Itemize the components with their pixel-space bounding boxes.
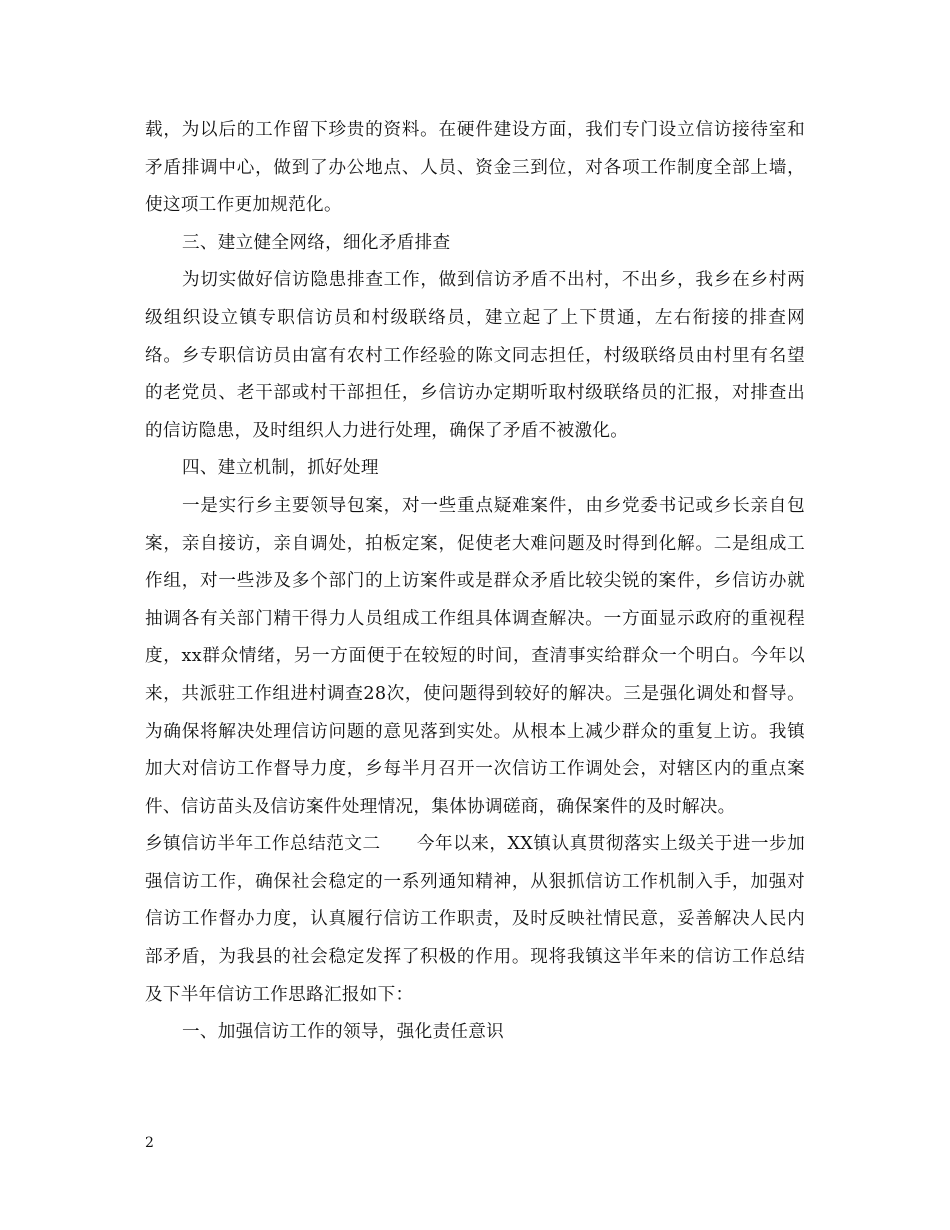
heading-section-four: 四、建立机制，抓好处理 [181,458,379,479]
page-number: 2 [145,1135,154,1151]
paragraph-sample-two-intro: 乡镇信访半年工作总结范文二 今年以来，XX镇认真贯彻落实上级关于进一步加强信访工作，确保社会稳定的一系列通知精神，从狠抓信访工作机制入手，加强对信访工作督办力度，认真履行信访工作职责，及时反映社情民意，妥善解决人民内部矛盾，为我县的社会稳定发挥了积极的作用。现将我镇这半年来的信访工作总结及下半年信访工作思路汇报如下： [145,834,805,1005]
paragraph-mechanism-handling: 一是实行乡主要领导包案，对一些重点疑难案件，由乡党委书记或乡长亲自包案，亲自接访，亲自调处，拍板定案，促使老大难问题及时得到化解。二是组成工作组，对一些涉及多个部门的上访案件或是群众矛盾比较尖锐的案件，乡信访办就抽调各有关部门精干得力人员组成工作组具体调查解决。一方面显示政府的重视程度，xx群众情绪，另一方面便于在较短的时间，查清事实给群众一个明白。今年以来，共派驻工作组进村调查28次，使问题得到较好的解决。三是强化调处和督导。为确保将解决处理信访问题的意见落到实处。从根本上减少群众的重复上访。我镇加大对信访工作督导力度，乡每半月召开一次信访工作调处会，对辖区内的重点案件、信访苗头及信访案件处理情况，集体协调磋商，确保案件的及时解决。 [145,495,805,817]
document-body [145,112,805,1052]
heading-section-three: 三、建立健全网络，细化矛盾排查 [181,232,451,253]
heading-section-one: 一、加强信访工作的领导，强化责任意识 [181,1022,505,1043]
paragraph-investigation-network: 为切实做好信访隐患排查工作，做到信访矛盾不出村，不出乡，我乡在乡村两级组织设立镇专职信访员和村级联络员，建立起了上下贯通，左右衔接的排查网络。乡专职信访员由富有农村工作经验的陈文同志担任，村级联络员由村里有名望的老党员、老干部或村干部担任，乡信访办定期听取村级联络员的汇报，对排查出的信访隐患，及时组织人力进行处理，确保了矛盾不被激化。 [145,270,805,441]
paragraph-hardware-construction: 载，为以后的工作留下珍贵的资料。在硬件建设方面，我们专门设立信访接待室和矛盾排调中心，做到了办公地点、人员、资金三到位，对各项工作制度全部上墙，使这项工作更加规范化。 [145,120,805,216]
